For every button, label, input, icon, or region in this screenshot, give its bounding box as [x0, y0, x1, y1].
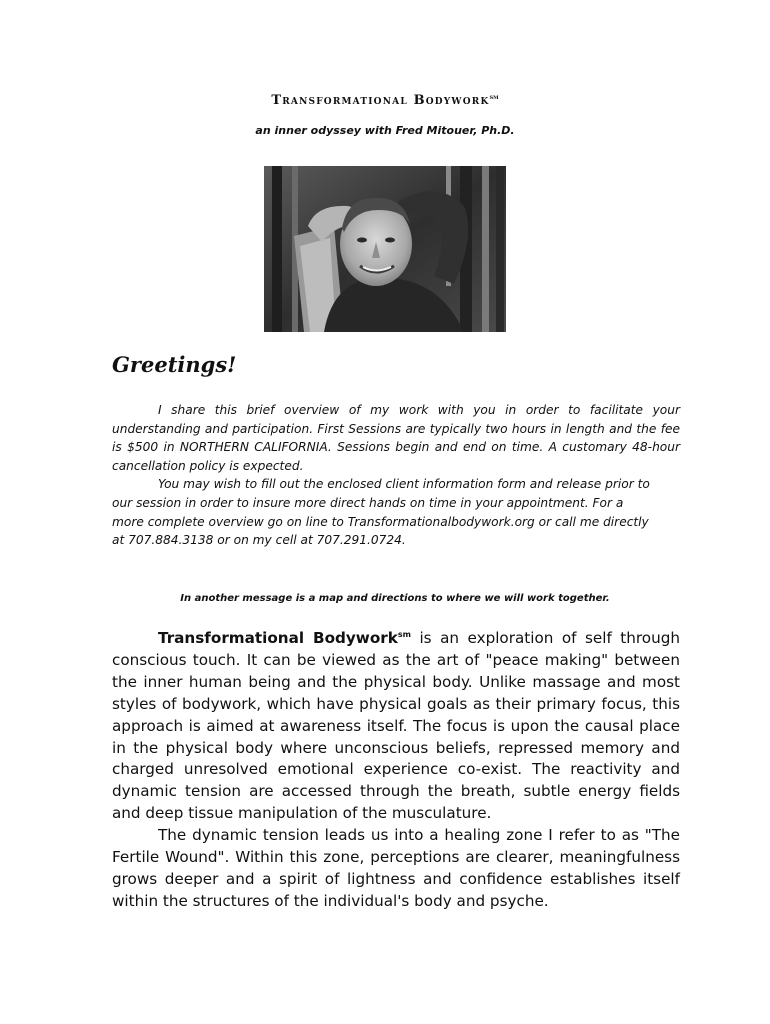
body-lead	[158, 629, 411, 647]
intro-paragraph: You may wish to fill out the enclosed client information form and release prior to our session in order to insure more direct hands on time in your appointment. For a more complete overview go on line to Transformationalbodywork.org or call me directly at 707.884.3138 or on my cell at 707.291.0724.	[112, 477, 650, 548]
portrait-photo	[264, 166, 506, 332]
greeting-heading: Greetings!	[112, 352, 237, 377]
body-paragraph: The dynamic tension leads us into a healing zone I refer to as "The Fertile Wound". Within this zone, perceptions are clearer, meaningfulness grows deeper and a spirit of lightness and confidence establishes itself within the structures of the individual's body and psyche.	[112, 826, 680, 910]
intro-section	[112, 401, 680, 550]
intro-paragraph: I share this brief overview of my work with you in order to facilitate your understanding and participation. First Sessions are typically two hours in length and the fee is $500 in NORTHERN CALIFORNIA. Sessions begin and end on time. A customary 48-hour cancellation policy is expected.	[112, 403, 680, 473]
portrait-photo-icon	[264, 166, 506, 332]
body-service-mark: sm	[397, 630, 411, 639]
body-lead-text: Transformational Bodywork	[158, 629, 398, 647]
directions-note: In another message is a map and directions to where we will work together.	[180, 593, 610, 604]
body-paragraph	[112, 624, 680, 825]
body-section	[112, 624, 680, 913]
title-text: Transformational Bodywork	[271, 93, 490, 108]
body-paragraph-text: is an exploration of self through conscious touch. It can be viewed as the art of "peace making" between the inner human being and the physical body. Unlike massage and most styles of bodywork, which have physical goals as their primary focus, this approach is aimed at awareness itself. The focus is upon the causal place in the physical body where unconscious beliefs, repressed memory and charged unresolved emotional experience co-exist. The reactivity and dynamic tension are accessed through the breath, subtle energy fields and deep tissue manipulation of the musculature.	[112, 629, 680, 823]
service-mark: sm	[489, 92, 499, 101]
document-title	[0, 92, 770, 108]
document-subtitle: an inner odyssey with Fred Mitouer, Ph.D.	[255, 124, 515, 137]
